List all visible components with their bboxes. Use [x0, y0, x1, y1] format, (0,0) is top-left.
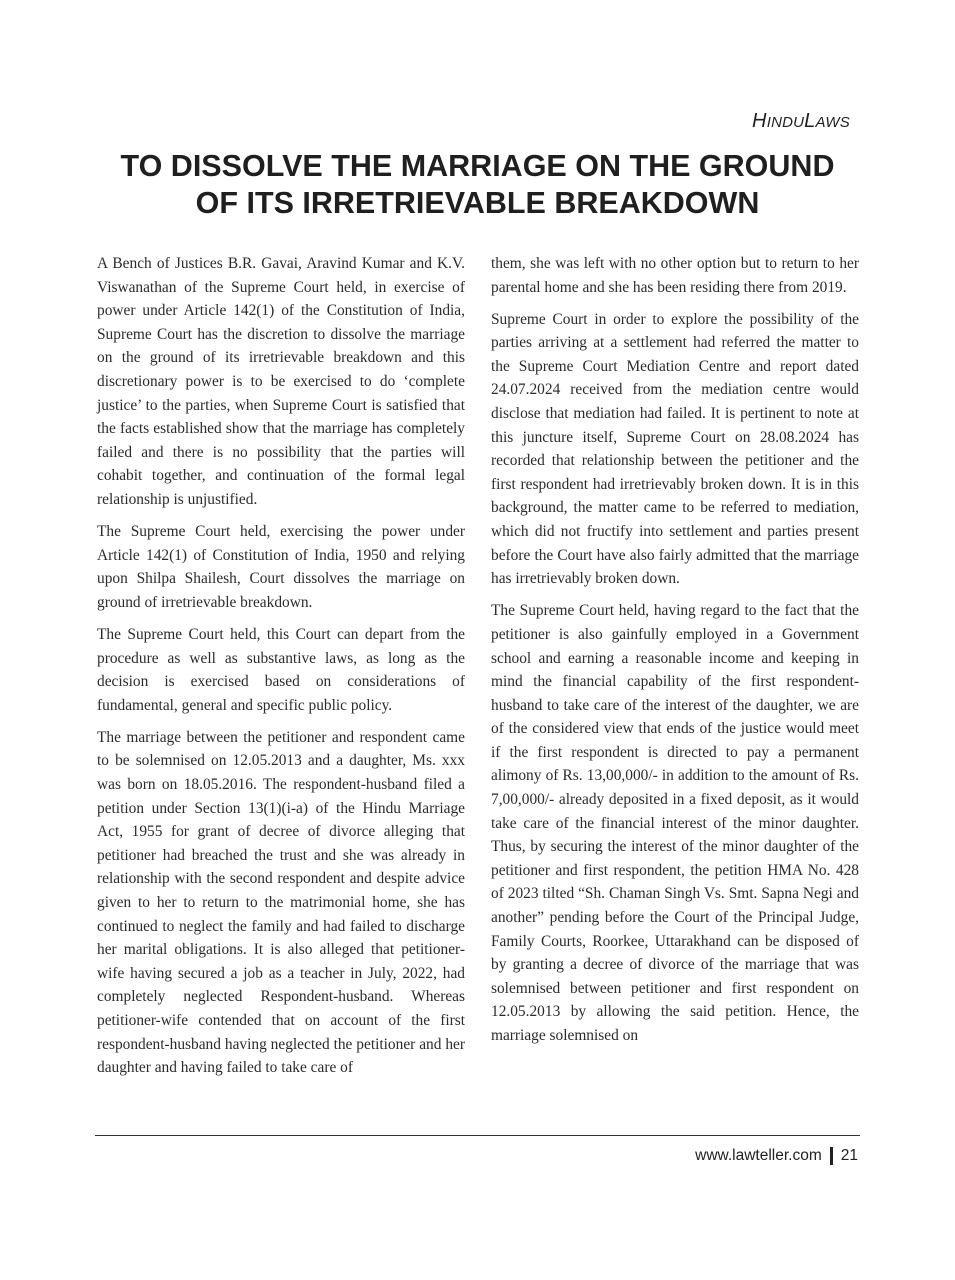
page-footer	[695, 1147, 858, 1165]
paragraph: The marriage between the petitioner and respondent came to be solemnised on 12.05.2013 and a daughter, Ms. xxx was born on 18.05.2016. The respondent-husband filed a petition under Section 13(1)(i-a) of the Hindu Marriage Act, 1955 for grant of decree of divorce alleging that petitioner had breached the trust and she was already in relationship with the second respondent and despite advice given to her to return to the matrimonial home, she has continued to neglect the family and had failed to discharge her marital obligations. It is also alleged that petitioner-wife having secured a job as a teacher in July, 2022, had completely neglected Respondent-husband. Whereas petitioner-wife contended that on account of the first respondent-husband having neglected the petitioner and her daughter and having failed to take care of	[97, 728, 465, 1077]
paragraph: The Supreme Court held, this Court can depart from the procedure as well as substantive laws, as long as the decision is exercised based on considerations of fundamental, general and specific public policy.	[97, 625, 465, 714]
paragraph: The Supreme Court held, exercising the power under Article 142(1) of Constitution of India, 1950 and relying upon Shilpa Shailesh, Court dissolves the marriage on ground of irretrievable breakdown.	[97, 523, 465, 611]
website-link[interactable]: www.lawteller.com	[695, 1147, 822, 1164]
paragraph: Supreme Court in order to explore the possibility of the parties arriving at a settlement had referred the matter to the Supreme Court Mediation Centre and report dated 24.07.2024 received from the mediation centre would disclose that mediation had failed. It is pertinent to note at this juncture itself, Supreme Court on 28.08.2024 has recorded that relationship between the petitioner and the first respondent had irretrievably broken down. It is in this background, the matter came to be referred to mediation, which did not fructify into settlement and parties present before the Court have also fairly admitted that the marriage has irretrievably broken down.	[491, 310, 859, 588]
paragraph: A Bench of Justices B.R. Gavai, Aravind Kumar and K.V. Viswanathan of the Supreme Court held, in exercise of power under Article 142(1) of the Constitution of India, Supreme Court has the discretion to dissolve the marriage on the ground of its irretrievable breakdown and this discretionary power is to be exercised to do ‘complete justice’ to the parties, when Supreme Court is satisfied that the facts established show that the marriage has completely failed and there is no possibility that the parties will cohabit together, and continuation of the formal legal relationship is unjustified.	[97, 255, 465, 508]
section-label	[752, 110, 850, 133]
left-column	[97, 252, 465, 1122]
footer-divider	[95, 1135, 860, 1136]
article-title	[95, 148, 860, 222]
article-title-line-1: TO DISSOLVE THE MARRIAGE ON THE GROUND	[120, 149, 835, 183]
section-label-initial-1: H	[752, 110, 767, 132]
section-label-rest-2: AWS	[815, 114, 850, 131]
section-label-initial-2: L	[804, 110, 816, 132]
paragraph: them, she was left with no other option but to return to her parental home and she has been residing there from 2019.	[491, 255, 859, 296]
paragraph: The Supreme Court held, having regard to the fact that the petitioner is also gainfully employed in a Government school and earning a reasonable income and keeping in mind the financial capability of the first respondent-husband to take care of the interest of the daughter, we are of the considered view that ends of the justice would meet if the first respondent is directed to pay a permanent alimony of Rs. 13,00,000/- in addition to the amount of Rs. 7,00,000/- already deposited in a fixed deposit, as it would take care of the financial interest of the minor daughter. Thus, by securing the interest of the minor daughter of the petitioner and first respondent, the petition HMA No. 428 of 2023 tilted “Sh. Chaman Singh Vs. Smt. Sapna Negi and another” pending before the Court of the Principal Judge, Family Courts, Roorkee, Uttarakhand can be disposed of by granting a decree of divorce of the marriage that was solemnised between petitioner and first respondent on 12.05.2013 by allowing the said petition. Hence, the marriage solemnised on	[491, 602, 859, 1044]
article-body	[97, 252, 859, 1122]
page-number: 21	[840, 1147, 858, 1164]
section-label-rest-1: INDU	[766, 114, 805, 131]
right-column	[491, 252, 859, 1122]
article-title-line-2: OF ITS IRRETRIEVABLE BREAKDOWN	[195, 186, 760, 220]
footer-separator	[830, 1147, 833, 1165]
